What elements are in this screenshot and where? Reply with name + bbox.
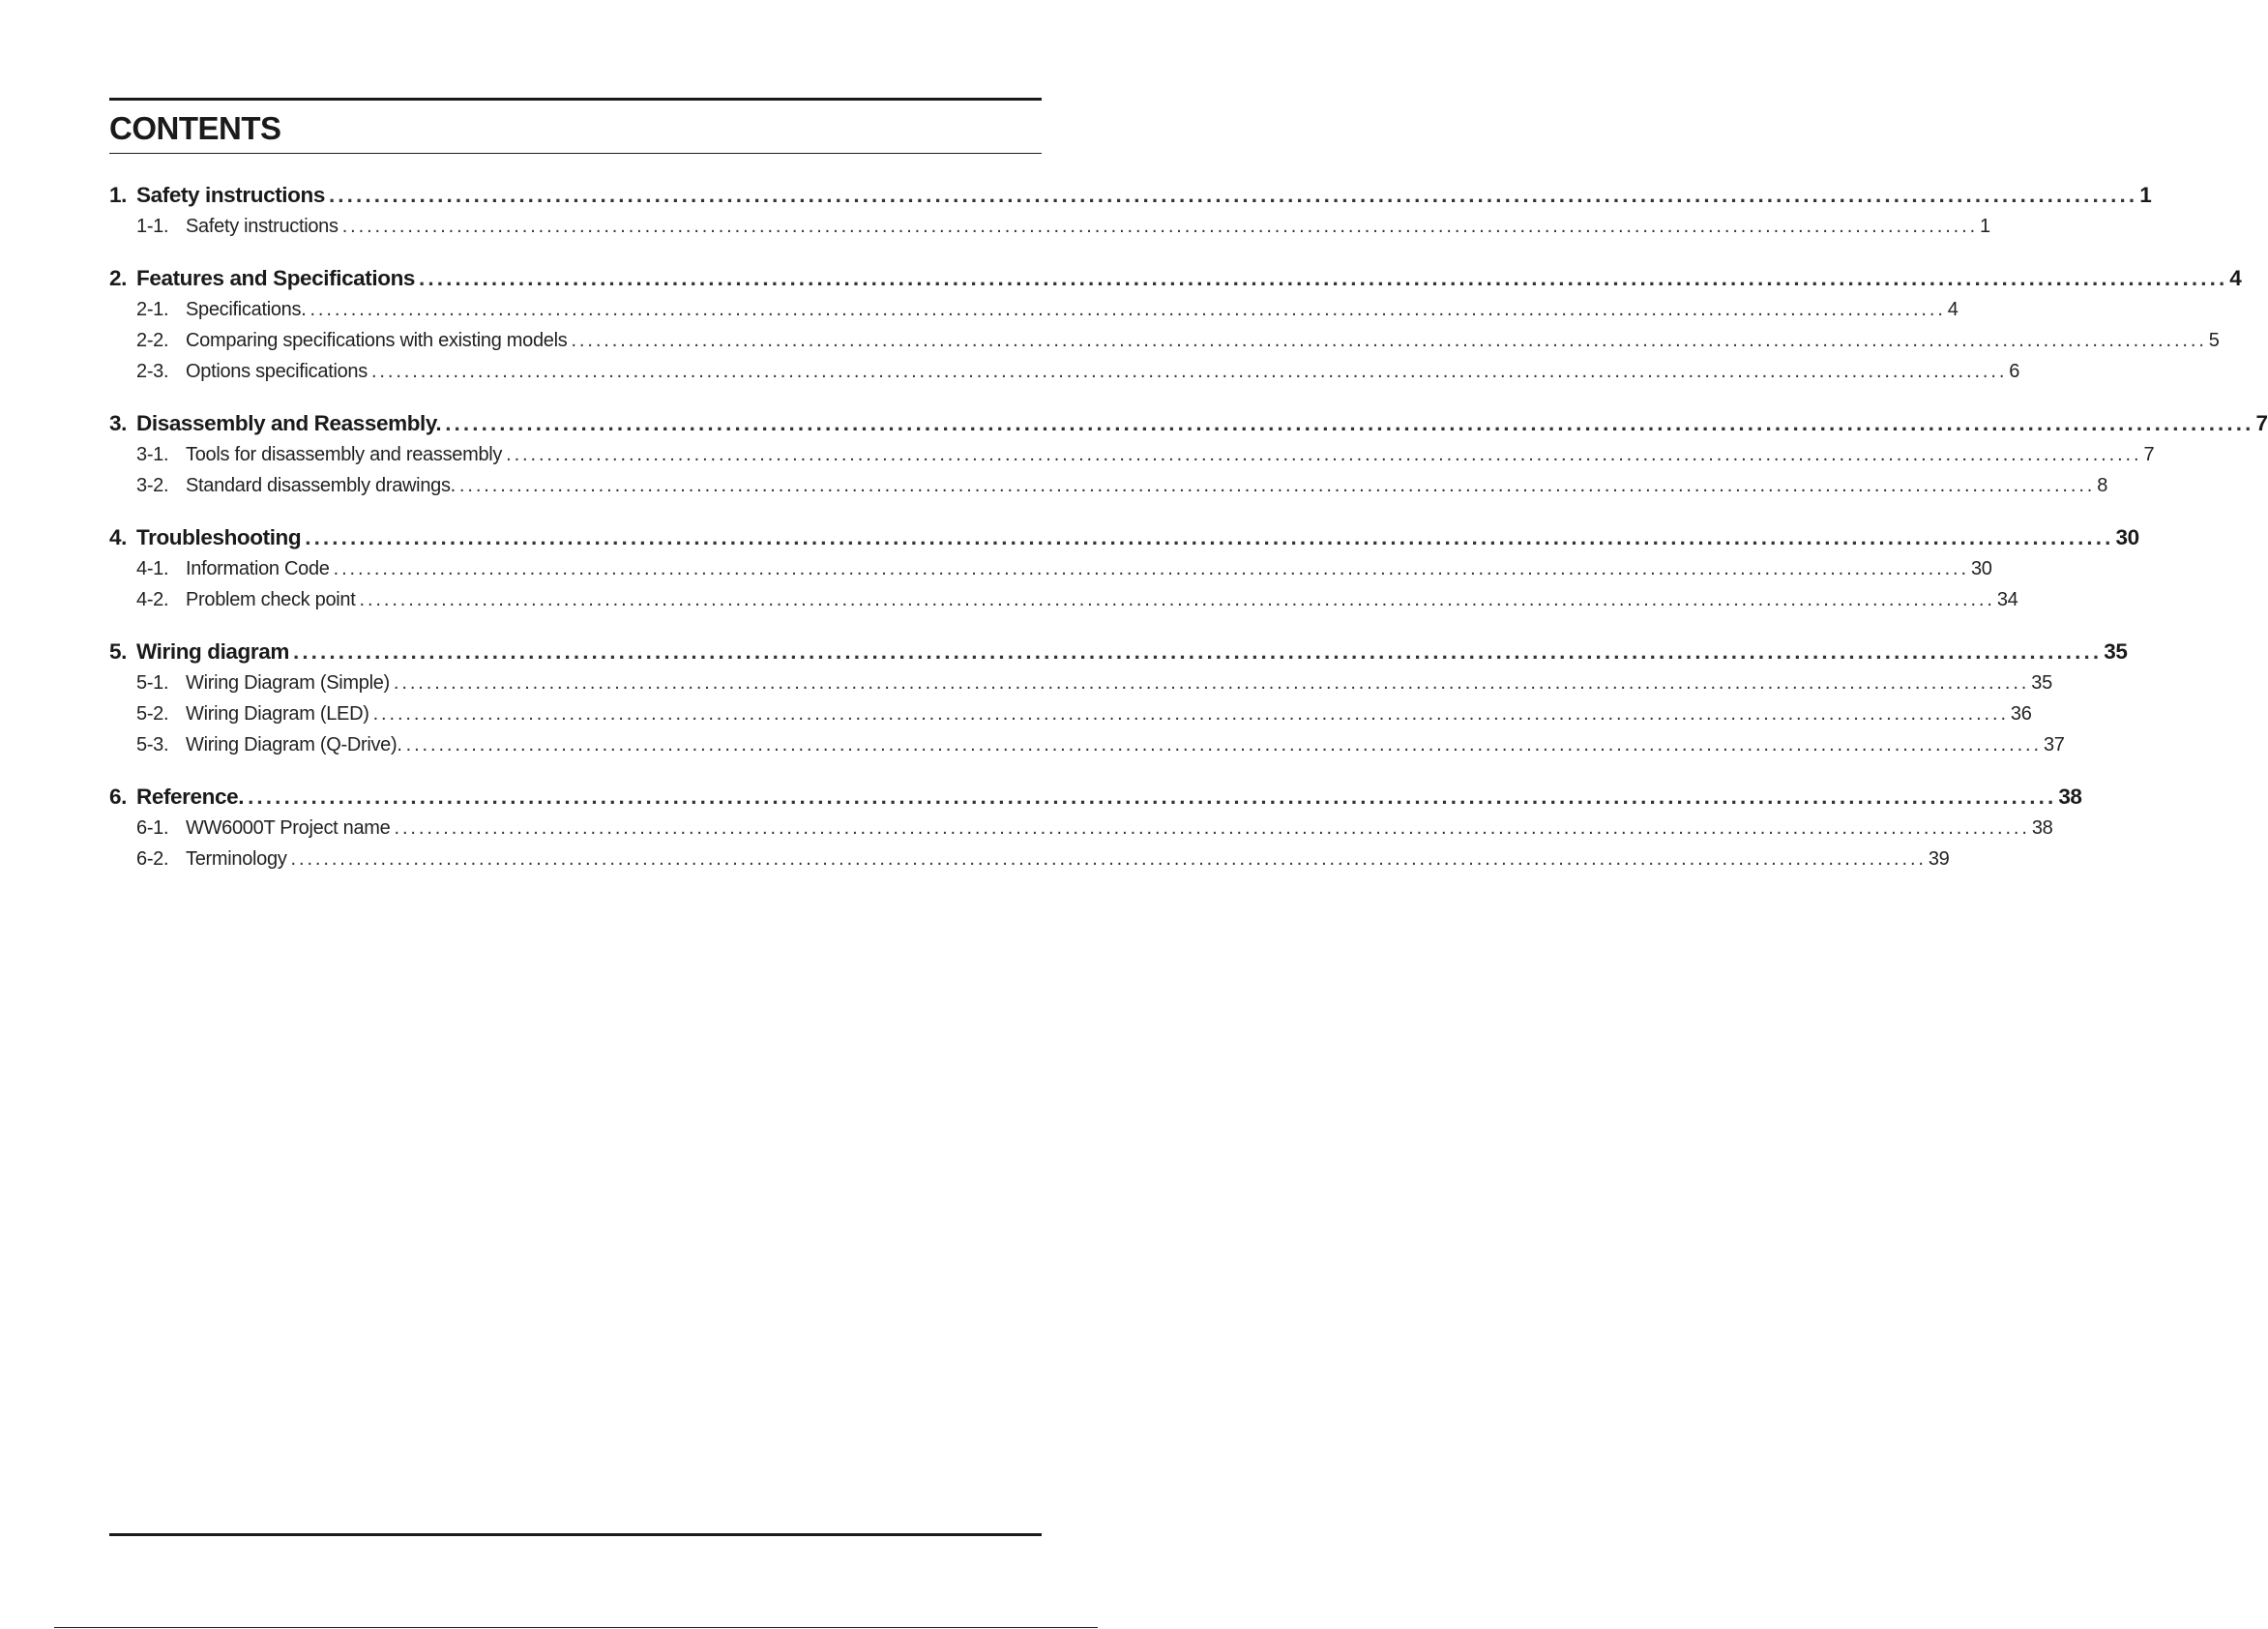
toc-label: Troubleshooting	[136, 525, 302, 549]
dot-leader: ........................................................................................................................................................................................................	[328, 183, 2138, 207]
toc-entry-4[interactable]	[109, 525, 2139, 558]
toc-entry-3[interactable]	[109, 411, 2268, 444]
page-title: CONTENTS	[109, 110, 281, 146]
toc-page-number: 38	[2031, 817, 2053, 839]
toc-label: Wiring Diagram (Simple)	[186, 672, 390, 694]
toc-entry-5-2[interactable]	[109, 703, 2032, 734]
toc-page-number: 4	[2229, 266, 2242, 290]
toc-section-5	[109, 639, 2128, 765]
dot-leader: ........................................................................................................................................................................................................	[290, 848, 1927, 870]
toc-entry-6[interactable]	[109, 785, 2082, 817]
toc-page-number: 7	[2143, 444, 2155, 465]
toc-label: Information Code	[186, 558, 330, 579]
dot-leader: ........................................................................................................................................................................................................	[370, 361, 2008, 382]
toc-entry-5-3[interactable]	[109, 734, 2065, 765]
contents-page	[109, 98, 2268, 899]
toc-label: Safety instructions	[136, 183, 325, 207]
toc-page-number: 39	[1928, 848, 1950, 870]
footer-rule	[54, 1627, 1098, 1628]
toc-entry-2[interactable]	[109, 266, 2242, 299]
toc-label: Comparing specifications with existing models	[186, 330, 568, 351]
toc-page-number: 1	[2139, 183, 2152, 207]
toc-number: 6-2.	[136, 848, 169, 870]
toc-page-number: 30	[2115, 525, 2139, 549]
title-rule	[109, 153, 1042, 154]
toc-section-1	[109, 183, 2152, 247]
toc-number: 3-2.	[136, 475, 169, 496]
toc-label: Options specifications	[186, 361, 368, 382]
toc-page-number: 34	[1996, 589, 2018, 610]
toc-label: Specifications.	[186, 299, 307, 320]
toc-number: 4-1.	[136, 558, 169, 579]
toc-number: 2-2.	[136, 330, 169, 351]
toc-label: Standard disassembly drawings.	[186, 475, 456, 496]
dot-leader: ........................................................................................................................................................................................................	[305, 525, 2114, 549]
toc-section-3	[109, 411, 2268, 506]
toc-page-number: 1	[1980, 216, 1990, 237]
toc-entry-2-1[interactable]	[109, 299, 1959, 330]
dot-leader: ........................................................................................................................................................................................................	[292, 639, 2103, 664]
toc-number: 5-2.	[136, 703, 169, 725]
toc-label: Reference.	[136, 785, 245, 809]
dot-leader: ........................................................................................................................................................................................................	[359, 589, 1995, 610]
toc-label: Wiring diagram	[136, 639, 289, 664]
toc-number: 5-3.	[136, 734, 169, 755]
toc-entry-3-1[interactable]	[109, 444, 2155, 475]
toc-number: 6.	[109, 785, 127, 809]
dot-leader: ........................................................................................................................................................................................................	[445, 411, 2254, 435]
dot-leader: ........................................................................................................................................................................................................	[458, 475, 2096, 496]
toc-section-4	[109, 525, 2139, 620]
bottom-rule	[109, 1533, 1042, 1536]
toc-page-number: 4	[1947, 299, 1959, 320]
dot-leader: ........................................................................................................................................................................................................	[506, 444, 2142, 465]
toc-entry-6-2[interactable]	[109, 848, 1950, 879]
toc-number: 5-1.	[136, 672, 169, 694]
toc-number: 3.	[109, 411, 127, 435]
dot-leader: ........................................................................................................................................................................................................	[372, 703, 2009, 725]
toc-number: 2.	[109, 266, 127, 290]
toc-number: 5.	[109, 639, 127, 664]
toc-entry-3-2[interactable]	[109, 475, 2108, 506]
toc-entry-6-1[interactable]	[109, 817, 2053, 848]
dot-leader: ........................................................................................................................................................................................................	[394, 817, 2030, 839]
dot-leader: ........................................................................................................................................................................................................	[333, 558, 1969, 579]
toc-page-number: 8	[2097, 475, 2108, 496]
toc-page-number: 5	[2208, 330, 2220, 351]
toc-label: Terminology	[186, 848, 287, 870]
dot-leader: ........................................................................................................................................................................................................	[309, 299, 1946, 320]
dot-leader: ........................................................................................................................................................................................................	[419, 266, 2228, 290]
toc-label: Features and Specifications	[136, 266, 416, 290]
toc-page-number: 35	[2031, 672, 2052, 694]
dot-leader: ........................................................................................................................................................................................................	[393, 672, 2030, 694]
toc-entry-5[interactable]	[109, 639, 2128, 672]
toc-page-number: 36	[2010, 703, 2032, 725]
toc-entry-1[interactable]	[109, 183, 2152, 216]
toc-page-number: 35	[2104, 639, 2128, 664]
toc-number: 4-2.	[136, 589, 169, 610]
toc-page-number: 7	[2255, 411, 2268, 435]
toc-page-number: 6	[2009, 361, 2020, 382]
toc-section-2	[109, 266, 2242, 392]
toc-label: Problem check point	[186, 589, 356, 610]
toc-number: 1-1.	[136, 216, 169, 237]
toc-entry-2-3[interactable]	[109, 361, 2020, 392]
toc-number: 2-3.	[136, 361, 169, 382]
toc-section-6	[109, 785, 2082, 879]
dot-leader: ........................................................................................................................................................................................................	[571, 330, 2207, 351]
toc-label: Wiring Diagram (LED)	[186, 703, 369, 725]
toc-number: 3-1.	[136, 444, 169, 465]
toc-entry-4-2[interactable]	[109, 589, 2018, 620]
toc-number: 6-1.	[136, 817, 169, 839]
toc-page-number: 38	[2058, 785, 2082, 809]
toc-page-number: 30	[1970, 558, 1992, 579]
toc-entry-2-2[interactable]	[109, 330, 2220, 361]
toc-page-number: 37	[2043, 734, 2065, 755]
dot-leader: ........................................................................................................................................................................................................	[248, 785, 2057, 809]
toc-label: Safety instructions	[186, 216, 339, 237]
toc-entry-1-1[interactable]	[109, 216, 1990, 247]
toc-label: WW6000T Project name	[186, 817, 391, 839]
dot-leader: ........................................................................................................................................................................................................	[341, 216, 1979, 237]
table-of-contents	[109, 183, 2268, 879]
toc-label: Wiring Diagram (Q-Drive).	[186, 734, 402, 755]
toc-label: Disassembly and Reassembly.	[136, 411, 442, 435]
toc-entry-4-1[interactable]	[109, 558, 1992, 589]
toc-number: 2-1.	[136, 299, 169, 320]
dot-leader: ........................................................................................................................................................................................................	[405, 734, 2042, 755]
toc-label: Tools for disassembly and reassembly	[186, 444, 503, 465]
top-rule	[109, 98, 1042, 101]
toc-number: 4.	[109, 525, 127, 549]
toc-entry-5-1[interactable]	[109, 672, 2052, 703]
toc-number: 1.	[109, 183, 127, 207]
